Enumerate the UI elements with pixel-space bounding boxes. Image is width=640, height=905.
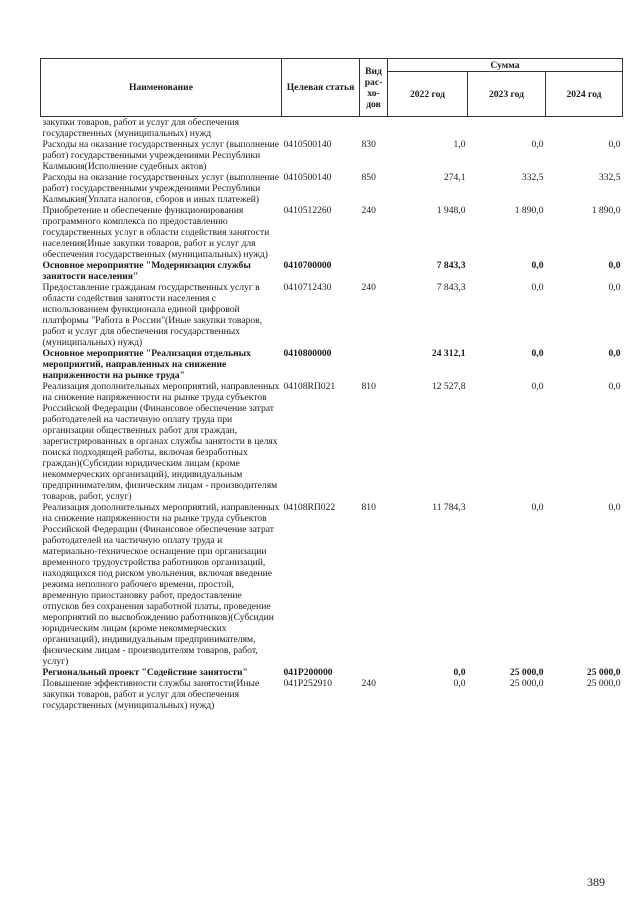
row-name: Приобретение и обеспечение функционирования программного комплекса по предоставлению государственных услуг в области содействия занятости населения(Иные закупки товаров, работ и услуг для обеспечения государственных (муниципальных) нужд) (42, 205, 270, 260)
table-row (41, 502, 623, 667)
row-sum-2024: 1 890,0 (591, 205, 621, 216)
header-code: Целевая статья (282, 59, 360, 117)
row-target-code: 0410800000 (283, 348, 332, 359)
row-sum-2022 (388, 117, 468, 140)
row-sum-2024: 0,0 (608, 348, 621, 359)
table-row (41, 381, 623, 502)
header-2023: 2023 год (468, 72, 546, 117)
row-sum-2024 (546, 117, 623, 140)
row-sum-2023: 0,0 (531, 282, 544, 293)
row-target-code: 0410712430 (283, 282, 332, 293)
row-sum-2022: 0,0 (453, 667, 466, 678)
row-sum-2024: 0,0 (608, 502, 621, 513)
row-name: закупки товаров, работ и услуг для обеспечения государственных (муниципальных) нужд (42, 117, 240, 139)
row-expense-kind: 810 (361, 381, 376, 392)
row-sum-2023: 332,5 (521, 172, 544, 183)
row-target-code: 0410512260 (283, 205, 332, 216)
page-number: 389 (587, 875, 605, 889)
row-name: Предоставление гражданам государственных услуг в области содействия занятости населения с использованием функционала единой цифровой платформы "Работа в России"(Иные закупки товаров, работ и услуг для обеспечения государственных (муниципальных) нужд) (42, 282, 263, 348)
row-sum-2022: 1,0 (453, 139, 466, 150)
row-target-code: 04108RП022 (283, 502, 336, 513)
row-sum-2022: 7 843,3 (436, 282, 466, 293)
table-row (41, 667, 623, 678)
row-sum-2024: 25 000,0 (586, 667, 621, 678)
row-sum-2023: 0,0 (531, 381, 544, 392)
header-2022: 2022 год (388, 72, 468, 117)
row-name: Основное мероприятие "Реализация отдельных мероприятий, направленных на снижение напряженности на рынке труда" (42, 348, 251, 381)
row-target-code: 041P200000 (283, 667, 333, 678)
row-expense-kind: 850 (361, 172, 376, 183)
row-sum-2023: 0,0 (531, 502, 544, 513)
row-sum-2023: 25 000,0 (509, 667, 544, 678)
table-row (41, 678, 623, 711)
row-sum-2023 (468, 117, 546, 140)
table-row (41, 260, 623, 282)
row-expense-kind: 830 (361, 139, 376, 150)
row-sum-2023: 25 000,0 (509, 678, 544, 689)
row-target-code (282, 117, 360, 140)
header-sum: Сумма (388, 59, 623, 72)
row-name: Расходы на оказание государственных услуг (выполнение работ) государственными учреждениями Республики Калмыкия(Уплата налогов, сборов и иных платежей) (42, 172, 279, 205)
row-target-code: 0410500140 (283, 172, 332, 183)
row-expense-kind (360, 117, 388, 140)
table-row (41, 205, 623, 260)
row-expense-kind (360, 348, 388, 381)
row-sum-2022: 12 527,8 (431, 381, 466, 392)
row-expense-kind: 810 (361, 502, 376, 513)
row-sum-2022: 0,0 (453, 678, 466, 689)
header-name: Наименование (41, 59, 282, 117)
row-name: Реализация дополнительных мероприятий, направленных на снижение напряженности на рынке труда субъектов Российской Федерации (Финансовое обеспечение затрат работодателей на частичную оплату труда и материально-техническое оснащение при организации временного трудоустройства работников организаций, находящихся под риском увольнения, включая введение режима неполного рабочего времени, простой, временную приостановку работ, предоставление отпусков без сохранения заработной платы, проведение мероприятий по высвобождению работников)(Субсидии юридическим лицам (кроме некоммерческих организаций), индивидуальным предпринимателям, физическим лицам - производителям товаров, работ, услуг) (42, 502, 280, 667)
budget-table (40, 58, 623, 711)
header-2024: 2024 год (546, 72, 623, 117)
row-sum-2022: 24 312,1 (431, 348, 466, 359)
table-row (41, 172, 623, 205)
row-sum-2024: 0,0 (608, 139, 621, 150)
row-sum-2023: 0,0 (531, 260, 544, 271)
row-sum-2022: 11 784,3 (432, 502, 466, 513)
row-sum-2024: 0,0 (608, 282, 621, 293)
row-sum-2022: 1 948,0 (436, 205, 466, 216)
row-sum-2022: 7 843,3 (436, 260, 466, 271)
row-sum-2023: 0,0 (531, 139, 544, 150)
row-sum-2024: 0,0 (608, 381, 621, 392)
row-target-code: 04108RП021 (283, 381, 336, 392)
row-expense-kind: 240 (361, 205, 376, 216)
table-row (41, 348, 623, 381)
row-expense-kind: 240 (361, 282, 376, 293)
row-name: Основное мероприятие "Модернизация службы занятости населения" (42, 260, 251, 282)
row-sum-2023: 1 890,0 (514, 205, 544, 216)
row-sum-2022: 274,1 (443, 172, 466, 183)
row-target-code: 0410700000 (283, 260, 332, 271)
row-sum-2024: 0,0 (608, 260, 621, 271)
row-expense-kind (360, 667, 388, 678)
row-sum-2024: 332,5 (598, 172, 621, 183)
row-target-code: 041P252910 (283, 678, 333, 689)
table-row (41, 282, 623, 348)
row-sum-2023: 0,0 (531, 348, 544, 359)
table-row (41, 117, 623, 140)
row-sum-2024: 25 000,0 (586, 678, 621, 689)
row-expense-kind (360, 260, 388, 282)
header-kind: Вид рас-хо-дов (360, 59, 388, 117)
row-name: Повышение эффективности службы занятости(Иные закупки товаров, работ и услуг для обеспечения государственных (муниципальных) нужд) (42, 678, 260, 711)
row-expense-kind: 240 (361, 678, 376, 689)
row-name: Расходы на оказание государственных услуг (выполнение работ) государственными учреждениями Республики Калмыкия(Исполнение судебных актов) (42, 139, 279, 172)
row-name: Реализация дополнительных мероприятий, направленных на снижение напряженности на рынке труда субъектов Российской Федерации (Финансовое обеспечение затрат работодателей на частичную оплату труда при организации общественных работ для граждан, зарегистрированных в органах службы занятости в целях поиска подходящей работы, включая безработных граждан)(Субсидии юридическим лицам (кроме некоммерческих организаций), индивидуальным предпринимателям, физическим лицам - производителям товаров, работ, услуг) (42, 381, 280, 502)
row-name: Региональный проект "Содействие занятости" (42, 667, 248, 678)
table-row (41, 139, 623, 172)
row-target-code: 0410500140 (283, 139, 332, 150)
